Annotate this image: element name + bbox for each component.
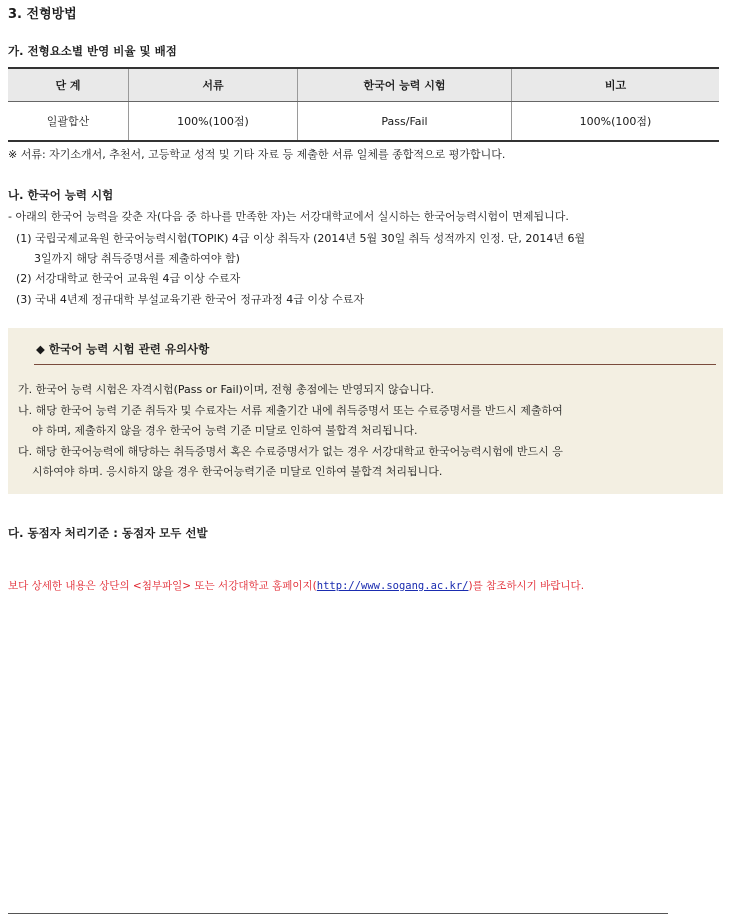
cell-korean-test: Pass/Fail — [298, 102, 512, 142]
footer-note-before: 보다 상세한 내용은 상단의 <첨부파일> 또는 서강대학교 홈페이지( — [8, 580, 317, 592]
homepage-link[interactable]: http://www.sogang.ac.kr/ — [316, 580, 469, 592]
ratio-note: ※ 서류: 자기소개서, 추천서, 고등학교 성적 및 기타 자료 등 제출한 서류 일체를 종합적으로 평가합니다. — [8, 148, 506, 161]
cell-stage: 일괄합산 — [8, 102, 129, 142]
caution-line: 야 하며, 제출하지 않을 경우 한국어 능력 기준 미달로 인하여 불합격 처리됩니다. — [32, 424, 418, 437]
caution-line: 가. 한국어 능력 시험은 자격시험(Pass or Fail)이며, 전형 총점에는 반영되지 않습니다. — [18, 383, 434, 396]
caution-line: 다. 해당 한국어능력에 해당하는 취득증명서 혹은 수료증명서가 없는 경우 서강대학교 한국어능력시험에 반드시 응 — [18, 445, 563, 458]
tie-rule-heading: 다. 동점자 처리기준 : 동점자 모두 선발 — [8, 526, 208, 540]
korean-test-heading: 나. 한국어 능력 시험 — [8, 188, 114, 202]
cell-remarks: 100%(100점) — [512, 102, 720, 142]
caution-box — [8, 328, 723, 494]
header-stage: 단 계 — [8, 68, 129, 102]
caution-box-divider — [34, 364, 716, 365]
page-bottom-divider — [8, 913, 668, 914]
caution-line: 나. 해당 한국어 능력 기준 취득자 및 수료자는 서류 제출기간 내에 취득증명서 또는 수료증명서를 반드시 제출하여 — [18, 404, 563, 417]
table-header-row — [8, 68, 719, 102]
header-remarks: 비고 — [512, 68, 720, 102]
list-item: (2) 서강대학교 한국어 교육원 4급 이상 수료자 — [16, 272, 241, 285]
cell-documents: 100%(100점) — [129, 102, 298, 142]
list-item: 3일까지 해당 취득증명서를 제출하여야 함) — [34, 252, 240, 265]
caution-line: 시하여야 하며. 응시하지 않을 경우 한국어능력기준 미달로 인하여 불합격 처리됩니다. — [32, 465, 443, 478]
ratio-table — [8, 67, 719, 142]
header-documents: 서류 — [129, 68, 298, 102]
footer-note-after: )를 참조하시기 바랍니다. — [468, 580, 585, 592]
section-title: 3. 전형방법 — [8, 7, 77, 22]
header-korean-test: 한국어 능력 시험 — [298, 68, 512, 102]
footer-note — [8, 578, 584, 593]
ratio-heading: 가. 전형요소별 반영 비율 및 배점 — [8, 44, 177, 58]
list-item: (1) 국립국제교육원 한국어능력시험(TOPIK) 4급 이상 취득자 (2014년 5월 30일 취득 성적까지 인정. 단, 2014년 6월 — [16, 232, 586, 245]
korean-test-intro: - 아래의 한국어 능력을 갖춘 자(다음 중 하나를 만족한 자)는 서강대학교에서 실시하는 한국어능력시험이 면제됩니다. — [8, 210, 569, 223]
list-item: (3) 국내 4년제 정규대학 부설교육기관 한국어 정규과정 4급 이상 수료자 — [16, 293, 364, 306]
table-row — [8, 102, 719, 142]
caution-box-title: ◆ 한국어 능력 시험 관련 유의사항 — [36, 342, 210, 356]
